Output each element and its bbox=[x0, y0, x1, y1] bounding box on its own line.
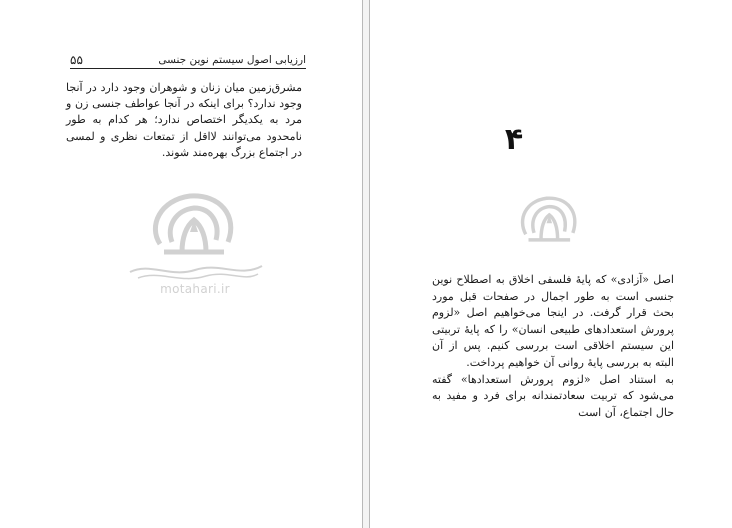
running-head-title: ارزيابی اصول سيستم نوين جنسی bbox=[158, 54, 306, 66]
watermark-caption: motahari.ir bbox=[160, 282, 230, 296]
left-page bbox=[0, 0, 362, 528]
motahari-logo-icon bbox=[120, 186, 270, 286]
watermark bbox=[120, 186, 270, 346]
watermark bbox=[498, 186, 602, 266]
right-body-text bbox=[432, 272, 674, 421]
motahari-logo-icon bbox=[498, 186, 602, 266]
page-number: ۵۵ bbox=[70, 53, 83, 67]
right-page bbox=[370, 0, 732, 528]
book-gutter bbox=[362, 0, 370, 528]
paragraph: به استناد اصل «لزوم پرورش استعدادها» گفته می‌شود که تربيت سعادتمندانه برای فرد و مفيد به حال اجتماع، آن است bbox=[432, 372, 674, 419]
running-head bbox=[70, 54, 306, 69]
paragraph: اصل «آزادی» که پايهٔ فلسفی اخلاق به اصطلاح نوين جنسی است به طور اجمال در صفحات قبل مورد بحث قرار گرفت. در اينجا می‌خواهيم اصل «لزوم پرورش استعدادهای طبيعی انسان» را که پايهٔ تربيتی اين سيستم اخلاقی است بررسی کنيم. پس از آن البته به بررسی پايهٔ روانی آن خواهيم پرداخت. bbox=[432, 273, 674, 369]
chapter-number: ۴ bbox=[504, 122, 524, 157]
left-body-text bbox=[66, 80, 302, 161]
paragraph: مشرق‌زمين ميان زنان و شوهران وجود دارد در آنجا وجود ندارد؟ برای اينکه در آنجا عواطف جنسی زن و مرد به يکديگر اختصاص ندارد؛ هر کدام به طور نامحدود می‌توانند لااقل از تمتعات نظری و لمسی در اجتماع بزرگ بهره‌مند شوند. bbox=[66, 81, 302, 159]
